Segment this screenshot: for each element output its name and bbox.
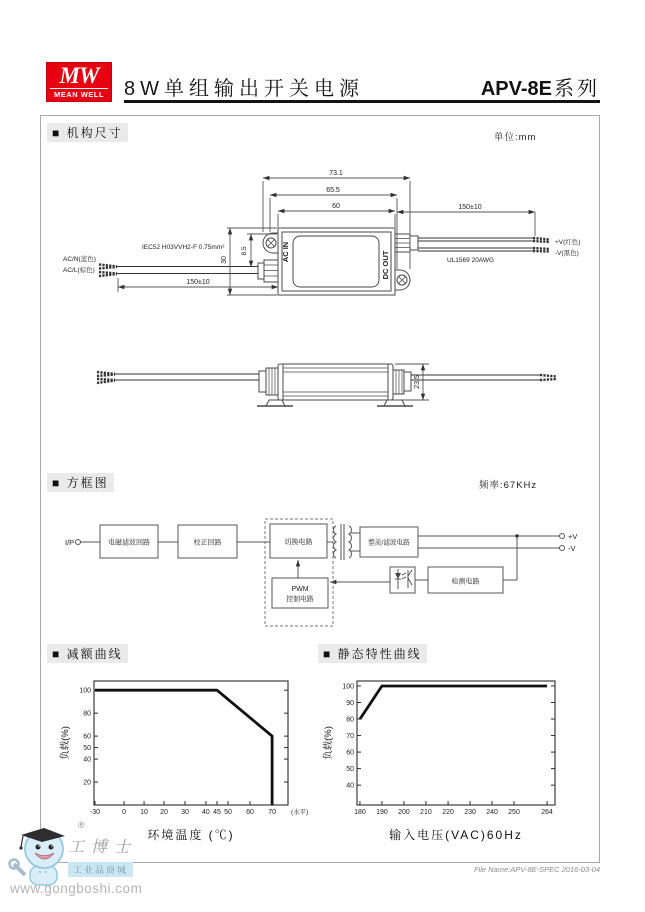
x-axis-label: 环境温度 (℃) bbox=[147, 828, 235, 842]
block-input-label: I/P bbox=[65, 538, 75, 547]
y-tick-label: 50 bbox=[83, 745, 91, 753]
side-view-wires bbox=[97, 372, 557, 383]
x-tick-label: 40 bbox=[202, 809, 210, 816]
section-block-label: ■ 方框图 bbox=[47, 473, 114, 492]
section-mechanical-label: ■ 机构尺寸 bbox=[47, 123, 128, 142]
dim-23-5: 23.5 bbox=[414, 375, 421, 389]
block-out-plus-label: +V bbox=[568, 532, 578, 541]
footer-file-info: File Name:APV-8E-SPEC 2016-03-04 bbox=[473, 865, 600, 874]
x-tick-label: 250 bbox=[508, 809, 520, 816]
x-tick-label: 210 bbox=[420, 809, 432, 816]
x-tick-label: 45 bbox=[213, 809, 221, 816]
gongboshi-mascot-icon bbox=[8, 824, 76, 888]
side-view-body bbox=[257, 364, 413, 406]
dim-8-5: 8.5 bbox=[241, 246, 248, 256]
series-title bbox=[481, 72, 600, 101]
block-wiring bbox=[76, 524, 565, 582]
x-tick-label: 264 bbox=[541, 809, 553, 816]
y-tick-label: 80 bbox=[83, 710, 91, 718]
watermark-url: www.gongboshi.com bbox=[10, 881, 143, 896]
block-boxes bbox=[100, 519, 503, 626]
dim-150-right: 150±10 bbox=[458, 204, 482, 211]
output-wire-spec: UL1569 20AWG bbox=[447, 257, 495, 264]
label-v-minus: -V(黑色) bbox=[555, 250, 579, 257]
y-tick-label: 90 bbox=[346, 699, 354, 707]
plot-frame bbox=[94, 681, 288, 805]
optocoupler-icon bbox=[395, 569, 412, 589]
y-tick-label: 100 bbox=[79, 687, 91, 695]
y-axis-label: 负载(%) bbox=[60, 726, 71, 760]
y-tick-label: 40 bbox=[346, 782, 354, 790]
side-view-dimension bbox=[395, 364, 429, 400]
page-title: 8W单组输出开关电源 bbox=[124, 78, 364, 100]
x-tick-label: 190 bbox=[376, 809, 388, 816]
y-tick-label: 50 bbox=[346, 766, 354, 774]
data-curve bbox=[95, 690, 272, 805]
plot-frame bbox=[357, 681, 555, 805]
x-tick-label: 230 bbox=[464, 809, 476, 816]
x-tick-label: 180 bbox=[354, 809, 366, 816]
x-axis-end-note: (水平) bbox=[291, 809, 309, 816]
dim-65-5: 65.5 bbox=[326, 187, 340, 194]
unit-note: 单位:mm bbox=[494, 132, 537, 143]
meanwell-logo bbox=[46, 62, 112, 102]
y-tick-label: 40 bbox=[83, 756, 91, 764]
x-tick-label: 200 bbox=[398, 809, 410, 816]
x-tick-label: -30 bbox=[89, 809, 101, 816]
dim-60: 60 bbox=[332, 203, 340, 210]
block-diagram bbox=[45, 500, 599, 645]
y-tick-label: 60 bbox=[346, 749, 354, 757]
x-axis-label: 输入电压(VAC)60Hz bbox=[389, 828, 523, 842]
y-tick-label: 70 bbox=[346, 733, 354, 741]
series-model-suffix: 系列 bbox=[554, 78, 600, 100]
block-detect-label: 检测电路 bbox=[451, 578, 480, 586]
x-tick-label: 20 bbox=[160, 809, 168, 816]
x-tick-label: 50 bbox=[224, 809, 232, 816]
label-v-plus: +V(红色) bbox=[555, 239, 581, 246]
x-tick-label: 240 bbox=[486, 809, 498, 816]
data-curve bbox=[360, 686, 547, 719]
x-tick-label: 220 bbox=[442, 809, 454, 816]
x-tick-label: 0 bbox=[122, 809, 127, 816]
x-tick-label: 30 bbox=[181, 809, 189, 816]
y-axis-label: 负载(%) bbox=[323, 726, 334, 760]
y-tick-label: 60 bbox=[83, 733, 91, 741]
dim-150-left: 150±10 bbox=[186, 279, 210, 286]
dim-73-1: 73.1 bbox=[329, 170, 343, 177]
series-model: APV-8E bbox=[480, 78, 552, 100]
gongboshi-watermark bbox=[8, 818, 168, 912]
x-tick-label: 10 bbox=[140, 809, 148, 816]
x-tick-label: 70 bbox=[268, 809, 276, 816]
block-emi-label: 电磁滤波回路 bbox=[108, 539, 150, 547]
block-switching-label: 切换电路 bbox=[284, 539, 313, 546]
logo-brand-text: MEAN WELL bbox=[54, 90, 104, 99]
watermark-brand-name: 工博士 bbox=[68, 839, 138, 856]
block-out-minus-label: -V bbox=[568, 544, 576, 553]
label-ac-n: AC/N(蓝色) bbox=[63, 256, 96, 263]
input-wire-spec: IEC52 H03VVH2-F 0.75mm² bbox=[142, 244, 225, 251]
label-dc-out: DC OUT bbox=[381, 250, 390, 280]
frequency-note: 频率:67KHz bbox=[479, 480, 538, 491]
section-static-label: ■ 静态特性曲线 bbox=[318, 644, 427, 663]
section-derating-label: ■ 减额曲线 bbox=[47, 644, 128, 663]
dim-30: 30 bbox=[221, 256, 228, 264]
block-pfc-label: 校正回路 bbox=[193, 539, 222, 547]
header-rule bbox=[124, 100, 600, 103]
label-ac-l: AC/L(棕色) bbox=[63, 267, 95, 274]
y-tick-label: 100 bbox=[342, 683, 354, 691]
watermark-tagline: 工业品商城 bbox=[68, 862, 133, 877]
mechanical-drawing bbox=[45, 148, 599, 458]
block-rectifier-label: 整流/滤波电路 bbox=[368, 539, 410, 547]
label-ac-in: AC IN bbox=[281, 241, 290, 263]
y-tick-label: 80 bbox=[346, 716, 354, 724]
logo-mw-text: MW bbox=[59, 63, 99, 88]
x-tick-label: 60 bbox=[246, 809, 254, 816]
block-pwm-label-2: 控制电路 bbox=[286, 596, 314, 603]
y-tick-label: 20 bbox=[83, 779, 91, 787]
static-characteristic-chart bbox=[318, 671, 580, 849]
block-pwm-label-1: PWM bbox=[291, 586, 309, 593]
registered-mark: ® bbox=[78, 820, 85, 830]
